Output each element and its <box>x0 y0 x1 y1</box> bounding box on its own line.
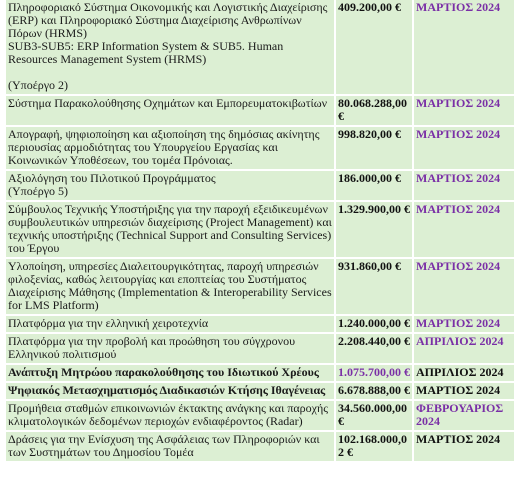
budget-amount-cell: 80.068.288,00 € <box>336 96 412 125</box>
budget-amount-cell: 409.200,00 € <box>336 0 412 94</box>
table-row <box>6 96 514 125</box>
timeline-date-cell: ΜΑΡΤΙΟΣ 2024 <box>414 0 514 94</box>
budget-amount-cell: 998.820,00 € <box>336 127 412 169</box>
table-row <box>6 171 514 200</box>
project-description-cell: Ανάπτυξη Μητρώου παρακολούθησης του Ιδιωτικού Χρέους <box>6 365 334 381</box>
table-row <box>6 365 514 381</box>
timeline-date-cell: ΜΑΡΤΙΟΣ 2024 <box>414 259 514 314</box>
budget-amount-cell: 931.860,00 € <box>336 259 412 314</box>
table-row <box>6 383 514 399</box>
timeline-date-cell: ΜΑΡΤΙΟΣ 2024 <box>414 202 514 257</box>
timeline-date-cell: ΜΑΡΤΙΟΣ 2024 <box>414 171 514 200</box>
project-description-cell: Σύστημα Παρακολούθησης Οχημάτων και Εμπορευματοκιβωτίων <box>6 96 334 125</box>
budget-amount-cell: 186.000,00 € <box>336 171 412 200</box>
timeline-date-cell: ΜΑΡΤΙΟΣ 2024 <box>414 96 514 125</box>
project-description-cell: Απογραφή, ψηφιοποίηση και αξιοποίηση της δημόσιας ακίνητης περιουσίας αρμοδιότητας του Υπουργείου Εργασίας και Κοινωνικών Υποθέσεων, του τομέα Πρόνοιας. <box>6 127 334 169</box>
table-row <box>6 432 514 461</box>
table-row <box>6 334 514 363</box>
project-description-cell: Πλατφόρμα για την ελληνική χειροτεχνία <box>6 316 334 332</box>
tenders-table <box>4 0 516 463</box>
budget-amount-cell: 1.240.000,00 € <box>338 316 410 330</box>
table-row <box>6 0 514 94</box>
project-description-cell: Σύμβουλος Τεχνικής Υποστήριξης για την παροχή εξειδικευμένων συμβουλευτικών υπηρεσιών διαχείρισης (Project Management) και τεχνικής υποστήριξης (Technical Support and Consulting Services) του Έργου <box>6 202 334 257</box>
project-description-cell: Προμήθεια σταθμών επικοινωνιών έκτακτης ανάγκης και παροχής κλιματολογικών δεδομένων περιοχών ενδιαφέροντος (Radar) <box>6 401 334 430</box>
table-row <box>6 259 514 314</box>
table-row <box>6 202 514 257</box>
project-description-cell: Πλατφόρμα για την προβολή και προώθηση του σύγχρονου Ελληνικού πολιτισμού <box>6 334 334 363</box>
project-description-cell: Υλοποίηση, υπηρεσίες Διαλειτουργικότητας, παροχή υπηρεσιών φιλοξενίας, καθώς λειτουργίας και εποπτείας του Συστήματος Διαχείρισης Μάθησης (Implementation & Interoperability Services for LMS Platform) <box>6 259 334 314</box>
project-description-cell: Αξιολόγηση του Πιλοτικού Προγράμματος (Υποέργο 5) <box>6 171 334 200</box>
budget-amount-cell: 34.560.000,00 € <box>336 401 412 430</box>
table-row <box>6 316 514 332</box>
timeline-date-cell: ΜΑΡΤΙΟΣ 2024 <box>414 432 514 461</box>
budget-amount-cell: 1.075.700,00 € <box>338 365 410 379</box>
project-description-cell: Πληροφοριακό Σύστημα Οικονομικής και Λογιστικής Διαχείρισης (ERP) και Πληροφοριακό Σύστημα Διαχείρισης Ανθρωπίνων Πόρων (HRMS) SUB3-SUB5: ERP Information System & SUB5. Human Resources Management System (HRMS) (Υποέργο 2) <box>6 0 334 94</box>
table-row <box>6 401 514 430</box>
budget-amount-cell: 102.168.000,02 € <box>336 432 412 461</box>
budget-amount-cell: 2.208.440,00 € <box>336 334 412 363</box>
timeline-date-cell: ΜΑΡΤΙΟΣ 2024 <box>414 316 514 332</box>
timeline-date-cell: ΜΑΡΤΙΟΣ 2024 <box>414 127 514 169</box>
timeline-date-cell: ΜΑΡΤΙΟΣ 2024 <box>414 383 514 399</box>
timeline-date-cell: ΦΕΒΡΟΥΑΡΙΟΣ 2024 <box>414 401 514 430</box>
project-description-cell: Δράσεις για την Ενίσχυση της Ασφάλειας των Πληροφοριών και των Συστημάτων του Δημοσίου Τομέα <box>6 432 334 461</box>
timeline-date-cell: ΑΠΡΙΛΙΟΣ 2024 <box>414 365 514 381</box>
project-description-cell: Ψηφιακός Μετασχηματισμός Διαδικασιών Κτήσης Ιθαγένειας <box>6 383 334 399</box>
timeline-date-cell: ΑΠΡΙΛΙΟΣ 2024 <box>414 334 514 363</box>
budget-amount-cell: 6.678.888,00 € <box>338 383 410 397</box>
budget-amount-cell: 1.329.900,00 € <box>336 202 412 257</box>
tenders-table-body <box>6 0 514 461</box>
table-row <box>6 127 514 169</box>
